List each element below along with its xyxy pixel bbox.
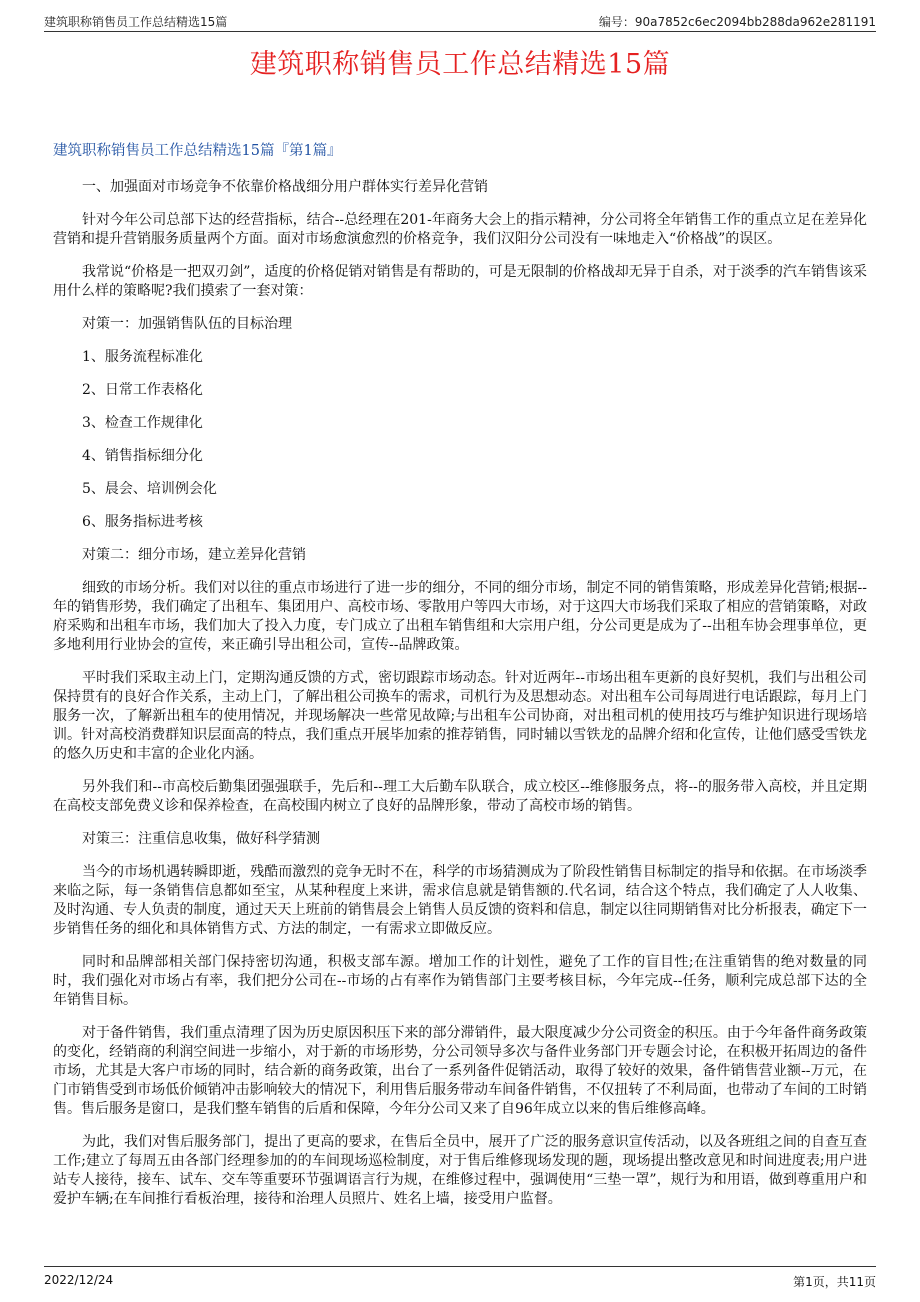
paragraph: 2、日常工作表格化: [82, 382, 203, 398]
paragraph: 1、服务流程标准化: [82, 349, 203, 365]
header-doc-id: 编号：90a7852c6ec2094bb288da962e281191: [598, 15, 876, 29]
paragraph: 对策二：细分市场，建立差异化营销: [82, 547, 306, 563]
section-title: 建筑职称销售员工作总结精选15篇『第1篇』: [53, 143, 342, 159]
document-title: 建筑职称销售员工作总结精选15篇: [249, 49, 671, 80]
footer-page-number: 第1页，共11页: [793, 1275, 876, 1289]
paragraph: 4、销售指标细分化: [82, 448, 203, 464]
paragraph: 同时和品牌部相关部门保持密切沟通，积极支部车源。增加工作的计划性，避免了工作的盲目性;在注重销售的绝对数量的同时，我们强化对市场占有率，我们把分公司在--市场的占有率作为销售部门主要考核目标，今年完成--任务，顺利完成总部下达的全年销售目标。: [53, 954, 867, 1008]
paragraph: 针对今年公司总部下达的经营指标，结合--总经理在201-年商务大会上的指示精神，分公司将全年销售工作的重点立足在差异化营销和提升营销服务质量两个方面。面对市场愈演愈烈的价格竞争，我们汉阳分公司没有一味地走入“价格战”的误区。: [53, 212, 867, 247]
paragraph: 对策一：加强销售队伍的目标治理: [82, 316, 292, 332]
header-divider: [44, 31, 876, 32]
paragraph: 另外我们和--市高校后勤集团强强联手，先后和--理工大后勤车队联合，成立校区--维修服务点，将--的服务带入高校，并且定期在高校支部免费义诊和保养检查，在高校围内树立了良好的品牌形象，带动了高校市场的销售。: [53, 779, 867, 814]
paragraph: 一、加强面对市场竞争不依靠价格战细分用户群体实行差异化营销: [82, 179, 488, 195]
paragraph: 6、服务指标进考核: [82, 514, 203, 530]
paragraph: 我常说“价格是一把双刃剑”，适度的价格促销对销售是有帮助的，可是无限制的价格战却无异于自杀，对于淡季的汽车销售该采用什么样的策略呢?我们摸索了一套对策：: [53, 264, 867, 299]
paragraph: 细致的市场分析。我们对以往的重点市场进行了进一步的细分，不同的细分市场，制定不同的销售策略，形成差异化营销;根据--年的销售形势，我们确定了出租车、集团用户、高校市场、零散用户等四大市场，对于这四大市场我们采取了相应的营销策略，对政府采购和出租车市场，我们加大了投入力度，专门成立了出租车销售组和大宗用户组，分公司更是成为了--出租车协会理事单位，更多地利用行业协会的宣传，来正确引导出租公司，宣传--品牌政策。: [53, 580, 867, 653]
document-body: [53, 142, 867, 1223]
page-footer: [44, 1266, 876, 1290]
paragraph: 为此，我们对售后服务部门，提出了更高的要求，在售后全员中，展开了广泛的服务意识宣传活动，以及各班组之间的自查互查工作;建立了每周五由各部门经理参加的的车间现场巡检制度，对于售后维修现场发现的题，现场提出整改意见和时间进度表;用户进站专人接待，接车、试车、交车等重要环节强调语言行为规，在维修过程中，强调使用“三垫一罩”，规行为和用语，做到尊重用户和爱护车辆;在车间推行看板治理，接待和治理人员照片、姓名上墙，接受用户监督。: [53, 1134, 867, 1207]
paragraph: 5、晨会、培训例会化: [82, 481, 217, 497]
header-doc-name: 建筑职称销售员工作总结精选15篇: [44, 15, 228, 29]
page-header: [0, 0, 920, 32]
paragraph: 对于备件销售，我们重点清理了因为历史原因积压下来的部分滞销件，最大限度减少分公司资金的积压。由于今年备件商务政策的变化，经销商的利润空间进一步缩小，对于新的市场形势，分公司领导多次与备件业务部门开专题会讨论，在积极开拓周边的备件市场，尤其是大客户市场的同时，结合新的商务政策，出台了一系列备件促销活动，取得了较好的效果，备件销售营业额--万元，在门市销售受到市场低价倾销冲击影响较大的情况下，利用售后服务带动车间备件销售，不仅扭转了不利局面，也带动了车间的工时销售。售后服务是窗口，是我们整车销售的后盾和保障，今年分公司又来了自96年成立以来的售后维修高峰。: [53, 1025, 867, 1117]
footer-date: 2022/12/24: [44, 1273, 114, 1287]
paragraph: 3、检查工作规律化: [82, 415, 203, 431]
paragraph: 平时我们采取主动上门，定期沟通反馈的方式，密切跟踪市场动态。针对近两年--市场出租车更新的良好契机，我们与出租公司保持贯有的良好合作关系，主动上门，了解出租公司换车的需求，司机行为及思想动态。对出租车公司每周进行电话跟踪，每月上门服务一次，了解新出租车的使用情况，并现场解决一些常见故障;与出租车公司协商，对出租司机的使用技巧与维护知识进行现场培训。针对高校消费群知识层面高的特点，我们重点开展毕加索的推荐销售，同时辅以雪铁龙的品牌介绍和化宣传，让他们感受雪铁龙的悠久历史和丰富的企业化内涵。: [53, 670, 867, 762]
paragraph: 当今的市场机遇转瞬即逝，残酷而激烈的竞争无时不在，科学的市场猜测成为了阶段性销售目标制定的指导和依据。在市场淡季来临之际，每一条销售信息都如至宝，从某种程度上来讲，需求信息就是销售额的.代名词，结合这个特点，我们确定了人人收集、及时沟通、专人负责的制度，通过天天上班前的销售晨会上销售人员反馈的资料和信息，制定以往同期销售对比分析报表，确定下一步销售任务的细化和具体销售方式、方法的制定，一有需求立即做反应。: [53, 864, 867, 937]
paragraph: 对策三：注重信息收集，做好科学猜测: [82, 831, 320, 847]
